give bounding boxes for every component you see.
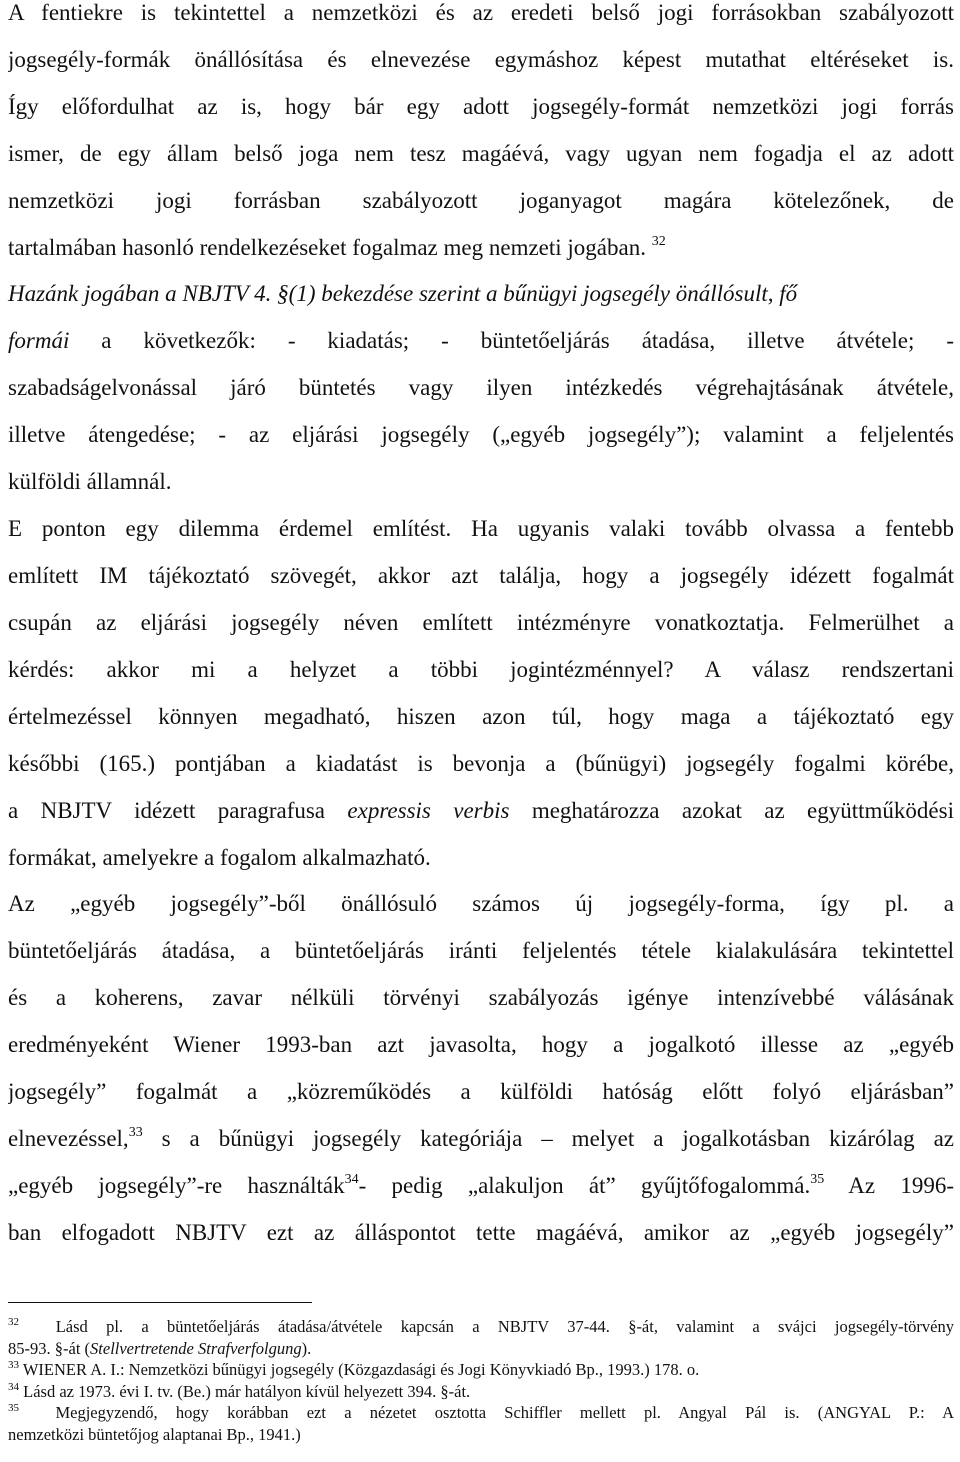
paragraph-4: [8, 880, 954, 1256]
text-line: Így előfordulhat az is, hogy bár egy adott jogsegély-formát nemzetközi jogi forrás: [8, 94, 954, 119]
footnote-ref: 32: [651, 234, 666, 249]
paragraph-3: [8, 505, 954, 881]
text-line: nemzetközi jogi forrásban szabályozott joganyagot magára kötelezőnek, de: [8, 188, 954, 213]
footnote-line: nemzetközi büntetőjog alaptanai Bp., 1941.): [8, 1424, 301, 1444]
footnote-text: 85-93. §-át (: [8, 1338, 91, 1358]
text-line: büntetőeljárás átadása, a büntetőeljárás iránti feljelentés tétele kialakulására tekintettel: [8, 938, 954, 963]
text-run: a NBJTV idézett paragrafusa: [8, 798, 348, 823]
text-run: tartalmában hasonló rendelkezéseket fogalmaz meg nemzeti jogában.: [8, 235, 646, 260]
footnote-separator: [8, 1302, 312, 1303]
footnote-italic: Stellvertretende Strafverfolgung: [90, 1338, 302, 1358]
text-line: A fentiekre is tekintettel a nemzetközi és az eredeti belső jogi forrásokban szabályozott: [8, 0, 954, 25]
text-line: Az „egyéb jogsegély”-ből önállósuló számos új jogsegély-forma, így pl. a: [8, 891, 954, 916]
text-line: csupán az eljárási jogsegély néven említett intézményre vonatkoztatja. Felmerülhet a: [8, 610, 954, 635]
text-run: Az 1996-: [824, 1173, 954, 1198]
text-line: [8, 1162, 954, 1209]
footnote-text: Lásd az 1973. évi I. tv. (Be.) már hatályon kívül helyezett 394. §-át.: [23, 1381, 471, 1401]
footnote-32: [8, 1316, 954, 1359]
footnote-ref: 35: [810, 1172, 825, 1187]
footnote-33: [8, 1359, 954, 1381]
footnote-number: 33: [8, 1359, 19, 1371]
text-line: Hazánk jogában a NBJTV 4. §(1) bekezdése szerint a bűnügyi jogsegély önállósult, fő: [8, 281, 798, 306]
footnote-35: [8, 1402, 954, 1445]
footnote-line: [8, 1402, 954, 1424]
text-run: meghatározza azokat az együttműködési: [509, 798, 954, 823]
paragraph-1: [8, 0, 954, 271]
text-line: [8, 1115, 954, 1162]
footnote-ref: 34: [344, 1172, 359, 1187]
text-run: „egyéb jogsegély”-re használták: [8, 1173, 345, 1198]
text-run: elnevezéssel,: [8, 1126, 129, 1151]
paragraph-2: [8, 270, 954, 505]
text-line: ban elfogadott NBJTV ezt az álláspontot tette magáévá, amikor az „egyéb jogsegély”: [8, 1220, 954, 1245]
text-run: - pedig „alakuljon át” gyűjtőfogalommá.: [358, 1173, 811, 1198]
text-line: jogsegély” fogalmát a „közreműködés a külföldi hatóság előtt folyó eljárásban”: [8, 1079, 954, 1104]
text-run: s a bűnügyi jogsegély kategóriája – melyet a jogalkotásban kizárólag az: [142, 1126, 954, 1151]
footnote-ref: 33: [128, 1125, 143, 1140]
text-line: és a koherens, zavar nélküli törvényi szabályozás igénye intenzívebbé válásának: [8, 985, 954, 1010]
footnote-text: ).: [301, 1338, 312, 1358]
text-line: illetve átengedése; - az eljárási jogsegély („egyéb jogsegély”); valamint a feljelentés: [8, 422, 954, 447]
text-line: jogsegély-formák önállósítása és elnevezése egymáshoz képest mutathat eltéréseket is.: [8, 47, 954, 72]
text-line: említett IM tájékoztató szövegét, akkor azt találja, hogy a jogsegély idézett fogalmát: [8, 563, 954, 588]
italic-run: expressis verbis: [347, 798, 510, 823]
footnote-number: 32: [8, 1316, 19, 1328]
text-run: a következők: - kiadatás; - büntetőeljárás átadása, illetve átvétele; -: [69, 328, 954, 353]
text-line: szabadságelvonással járó büntetés vagy ilyen intézkedés végrehajtásának átvétele,: [8, 375, 954, 400]
footnote-line: [8, 1316, 954, 1338]
text-line: [8, 224, 954, 271]
text-line: ismer, de egy állam belső joga nem tesz magáévá, vagy ugyan nem fogadja el az adott: [8, 141, 954, 166]
footnote-text: WIENER A. I.: Nemzetközi bűnügyi jogsegély (Közgazdasági és Jogi Könyvkiadó Bp., 1993.) 178. o.: [22, 1360, 700, 1379]
text-line: értelmezéssel könnyen megadható, hiszen azon túl, hogy maga a tájékoztató egy: [8, 704, 954, 729]
italic-run: formái: [8, 328, 70, 353]
footnote-line: [8, 1338, 954, 1360]
footnote-line: [8, 1359, 954, 1381]
footnote-line: [8, 1381, 954, 1403]
text-line: későbbi (165.) pontjában a kiadatást is bevonja a (bűnügyi) jogsegély fogalmi körébe,: [8, 751, 954, 776]
text-line: formákat, amelyekre a fogalom alkalmazható.: [8, 845, 431, 870]
text-line: E ponton egy dilemma érdemel említést. Ha ugyanis valaki tovább olvassa a fentebb: [8, 516, 954, 541]
footnote-34: [8, 1381, 954, 1403]
footnote-text: Megjegyzendő, hogy korábban ezt a nézetet osztotta Schiffler mellett pl. Angyal Pál is. (ANGYAL P.: A: [55, 1403, 954, 1422]
text-line: eredményeként Wiener 1993-ban azt javasolta, hogy a jogalkotó illesse az „egyéb: [8, 1032, 954, 1057]
footnote-number: 35: [8, 1402, 19, 1414]
text-line: külföldi államnál.: [8, 469, 172, 494]
footnotes: [8, 1316, 954, 1445]
footnote-text: Lásd pl. a büntetőeljárás átadása/átvétele kapcsán a NBJTV 37-44. §-át, valamint a svájci jogsegély-törvény: [55, 1317, 954, 1336]
footnote-number: 34: [8, 1380, 19, 1393]
text-line: kérdés: akkor mi a helyzet a többi jogintézménnyel? A válasz rendszertani: [8, 657, 954, 682]
text-line: [8, 787, 954, 834]
text-line: [8, 317, 954, 364]
